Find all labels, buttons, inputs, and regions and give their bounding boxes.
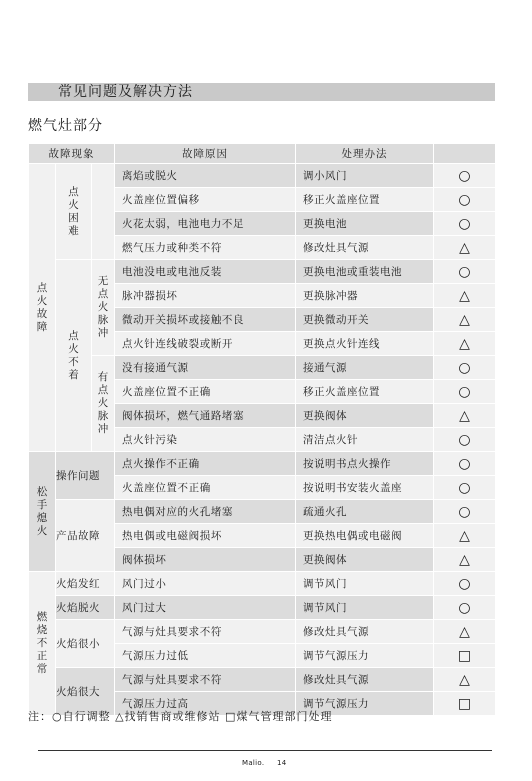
square-icon: □ — [457, 695, 472, 712]
cause-cell: 离焰或脱火 — [115, 164, 296, 188]
triangle-icon: △ — [459, 527, 470, 544]
solution-cell: 移正火盖座位置 — [296, 188, 434, 212]
circle-icon: ○ — [458, 383, 471, 400]
triangle-icon: △ — [459, 551, 470, 568]
solution-cell: 更换脉冲器 — [296, 284, 434, 308]
cause-cell: 没有接通气源 — [115, 356, 296, 380]
cause-cell: 热电偶或电磁阀损坏 — [115, 524, 296, 548]
symbol-cell — [434, 620, 496, 644]
page-number: 14 — [277, 759, 287, 767]
symbol-cell — [434, 476, 496, 500]
solution-cell: 调节风门 — [296, 572, 434, 596]
solution-cell: 修改灶具气源 — [296, 236, 434, 260]
cause-cell: 气源压力过低 — [115, 644, 296, 668]
triangle-icon: △ — [459, 287, 470, 304]
triangle-icon: △ — [459, 311, 470, 328]
cause-cell: 微动开关损坏或接触不良 — [115, 308, 296, 332]
table-row — [29, 668, 496, 692]
triangle-icon: △ — [459, 623, 470, 640]
solution-cell: 更换微动开关 — [296, 308, 434, 332]
cause-cell: 点火针连线破裂或断开 — [115, 332, 296, 356]
cause-cell: 火盖座位置偏移 — [115, 188, 296, 212]
cause-cell: 风门过大 — [115, 596, 296, 620]
group-flame-off: 火焰脱火 — [56, 596, 115, 620]
cause-cell: 阀体损坏 — [115, 548, 296, 572]
symbol-cell — [434, 260, 496, 284]
cause-cell: 火盖座位置不正确 — [115, 380, 296, 404]
solution-cell: 疏通火孔 — [296, 500, 434, 524]
solution-cell: 更换热电偶或电磁阀 — [296, 524, 434, 548]
circle-icon: ○ — [458, 359, 471, 376]
group-flame-small: 火焰很小 — [56, 620, 115, 668]
cause-cell: 火盖座位置不正确 — [115, 476, 296, 500]
footer-divider — [38, 750, 492, 751]
solution-cell: 更换阀体 — [296, 404, 434, 428]
symbol-cell — [434, 668, 496, 692]
group-flame-large: 火焰很大 — [56, 668, 115, 716]
symbol-cell — [434, 284, 496, 308]
circle-icon: ○ — [458, 191, 471, 208]
group-product-fault: 产品故障 — [56, 500, 115, 572]
circle-icon: ○ — [458, 599, 471, 616]
solution-cell: 更换点火针连线 — [296, 332, 434, 356]
circle-icon: ○ — [458, 575, 471, 592]
group-operation-issue: 操作问题 — [56, 452, 115, 500]
circle-icon: ○ — [458, 431, 471, 448]
symbol-cell — [434, 500, 496, 524]
cause-cell: 点火针污染 — [115, 428, 296, 452]
square-icon: □ — [457, 647, 472, 664]
table-row — [29, 596, 496, 620]
header-symptom: 故障现象 — [29, 144, 115, 164]
symbol-cell — [434, 548, 496, 572]
header-solution: 处理办法 — [296, 144, 434, 164]
circle-icon: ○ — [458, 479, 471, 496]
circle-icon: ○ — [458, 455, 471, 472]
circle-icon: ○ — [458, 215, 471, 232]
symbol-cell — [434, 188, 496, 212]
cause-cell: 气源压力过高 — [115, 692, 296, 716]
symbol-cell — [434, 404, 496, 428]
group-no-ignition: 点火不着 — [56, 260, 92, 452]
group-ignition-fault: 点火故障 — [29, 164, 56, 452]
section-title: 常见问题及解决方法 — [58, 84, 193, 100]
group-has-pulse: 有点火脉冲 — [92, 356, 115, 452]
header-cause: 故障原因 — [115, 144, 296, 164]
table-header-row — [29, 144, 496, 164]
header-symbol — [434, 144, 496, 164]
cause-cell: 火花太弱，电池电力不足 — [115, 212, 296, 236]
solution-cell: 清洁点火针 — [296, 428, 434, 452]
table-row — [29, 500, 496, 524]
solution-cell: 按说明书安装火盖座 — [296, 476, 434, 500]
solution-cell: 修改灶具气源 — [296, 620, 434, 644]
group-ignition-difficulty: 点火困难 — [56, 164, 92, 260]
table-row — [29, 356, 496, 380]
triangle-icon: △ — [459, 407, 470, 424]
triangle-icon: △ — [459, 335, 470, 352]
footer-brand: Malio. — [242, 759, 265, 767]
solution-cell: 移正火盖座位置 — [296, 380, 434, 404]
group-no-pulse: 无点火脉冲 — [92, 260, 115, 356]
table-row — [29, 164, 496, 188]
cause-cell: 气源与灶具要求不符 — [115, 668, 296, 692]
symbol-cell — [434, 356, 496, 380]
cause-cell: 气源与灶具要求不符 — [115, 620, 296, 644]
cause-cell: 脉冲器损坏 — [115, 284, 296, 308]
cause-cell: 点火操作不正确 — [115, 452, 296, 476]
group-release-flame: 松手熄火 — [29, 452, 56, 572]
circle-icon: ○ — [458, 167, 471, 184]
table-row — [29, 452, 496, 476]
circle-icon: ○ — [458, 503, 471, 520]
cause-cell: 风门过小 — [115, 572, 296, 596]
cause-cell: 电池没电或电池反装 — [115, 260, 296, 284]
group-abnormal-combustion: 燃烧不正常 — [29, 572, 56, 716]
symbol-cell — [434, 452, 496, 476]
solution-cell: 调节气源压力 — [296, 644, 434, 668]
symbol-cell — [434, 164, 496, 188]
sub-title: 燃气灶部分 — [28, 118, 103, 134]
symbol-cell — [434, 596, 496, 620]
cause-cell: 热电偶对应的火孔堵塞 — [115, 500, 296, 524]
solution-cell: 调小风门 — [296, 164, 434, 188]
circle-icon: ○ — [458, 263, 471, 280]
symbol-cell — [434, 524, 496, 548]
group-spacer — [92, 164, 115, 260]
troubleshooting-table — [28, 143, 496, 716]
solution-cell: 修改灶具气源 — [296, 668, 434, 692]
symbol-cell — [434, 332, 496, 356]
solution-cell: 调节气源压力 — [296, 692, 434, 716]
solution-cell: 更换电池或重装电池 — [296, 260, 434, 284]
table-row — [29, 620, 496, 644]
triangle-icon: △ — [459, 239, 470, 256]
page-footer — [242, 759, 287, 767]
solution-cell: 按说明书点火操作 — [296, 452, 434, 476]
symbol-cell — [434, 236, 496, 260]
table-row — [29, 572, 496, 596]
symbol-cell — [434, 212, 496, 236]
cause-cell: 阀体损坏，燃气通路堵塞 — [115, 404, 296, 428]
symbol-cell — [434, 308, 496, 332]
triangle-icon: △ — [459, 671, 470, 688]
solution-cell: 调节风门 — [296, 596, 434, 620]
group-red-flame: 火焰发红 — [56, 572, 115, 596]
symbol-cell — [434, 572, 496, 596]
legend-note: 注：○自行调整 △找销售商或维修站 □煤气管理部门处理 — [28, 710, 333, 723]
solution-cell: 更换阀体 — [296, 548, 434, 572]
table-row — [29, 260, 496, 284]
symbol-cell — [434, 428, 496, 452]
cause-cell: 燃气压力或种类不符 — [115, 236, 296, 260]
symbol-cell — [434, 644, 496, 668]
solution-cell: 更换电池 — [296, 212, 434, 236]
solution-cell: 接通气源 — [296, 356, 434, 380]
symbol-cell — [434, 380, 496, 404]
symbol-cell — [434, 692, 496, 716]
